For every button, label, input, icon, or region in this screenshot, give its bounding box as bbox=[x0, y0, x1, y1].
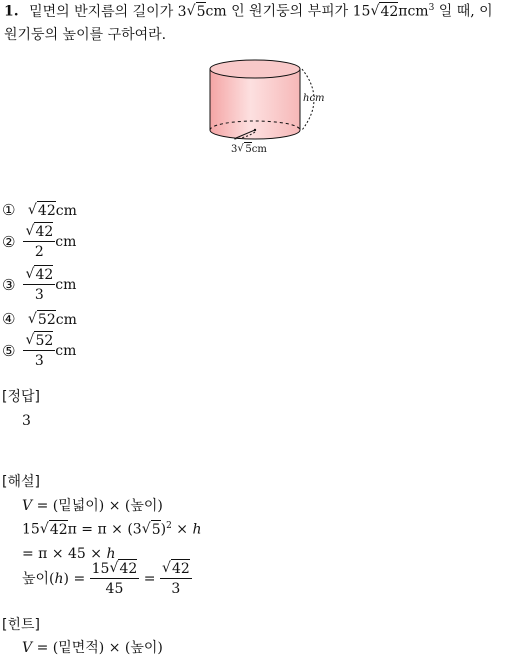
answer-value: 3 bbox=[22, 413, 31, 429]
solution-line-1: V = (밑넓이) × (높이) bbox=[22, 498, 163, 514]
radius-label: 3√ 5cm bbox=[231, 145, 267, 155]
solution-line-4: 높이( h ) = $\frac{15√ 42}{45}$ = √ $\frac{42}{3}$ bbox=[22, 562, 192, 596]
choice-3[interactable]: ③ √ $\frac{42}{3}$ cm bbox=[2, 268, 76, 302]
choice-4[interactable]: ④ √ 52cm bbox=[2, 312, 77, 327]
choice-5[interactable]: ⑤ √ $\frac{52}{3}$ cm bbox=[2, 334, 76, 368]
cylinder-top bbox=[210, 60, 300, 78]
cylinder-figure bbox=[200, 55, 340, 160]
choice-fraction: √ $\frac{42}{3}$ bbox=[23, 268, 55, 302]
problem-statement: 1. 밑면의 반지름의 길이가 3√ 5cm 인 원기둥의 부피가 15√ 42πcm$^3$ 일 때, 이 bbox=[4, 4, 493, 19]
solution-fraction-1: $\frac{15√ 42}{45}$ bbox=[90, 562, 140, 596]
solution-line-3: = π × 45 × h bbox=[22, 546, 116, 562]
problem-number: 1. bbox=[4, 3, 19, 20]
choice-1[interactable]: ① √ 42cm bbox=[2, 203, 77, 218]
hint-heading: [힌트] bbox=[2, 617, 40, 633]
choice-2[interactable]: ② √ $\frac{42}{2}$ cm bbox=[2, 225, 76, 259]
choice-mark: ① bbox=[2, 201, 16, 219]
solution-line-2: 15√ 42π = π × (3√ 5)$^2$ × h bbox=[22, 522, 202, 537]
cylinder-body bbox=[210, 69, 300, 139]
choice-mark: ③ bbox=[2, 275, 16, 294]
center-point bbox=[254, 129, 256, 131]
problem-statement-line2: 원기둥의 높이를 구하여라. bbox=[4, 27, 167, 43]
answer-heading: [정답] bbox=[2, 389, 40, 405]
choice-mark: ② bbox=[2, 232, 16, 251]
height-label: hcm bbox=[303, 93, 325, 104]
choice-fraction: √ $\frac{52}{3}$ bbox=[23, 334, 55, 368]
hint-line-1: V = (밑면적) × (높이) bbox=[22, 640, 163, 656]
choice-mark: ⑤ bbox=[2, 341, 16, 360]
choice-fraction: √ $\frac{42}{2}$ bbox=[23, 225, 55, 259]
solution-fraction-2: √ $\frac{42}{3}$ bbox=[160, 562, 192, 596]
choice-mark: ④ bbox=[2, 310, 16, 328]
solution-heading: [해설] bbox=[2, 474, 40, 490]
